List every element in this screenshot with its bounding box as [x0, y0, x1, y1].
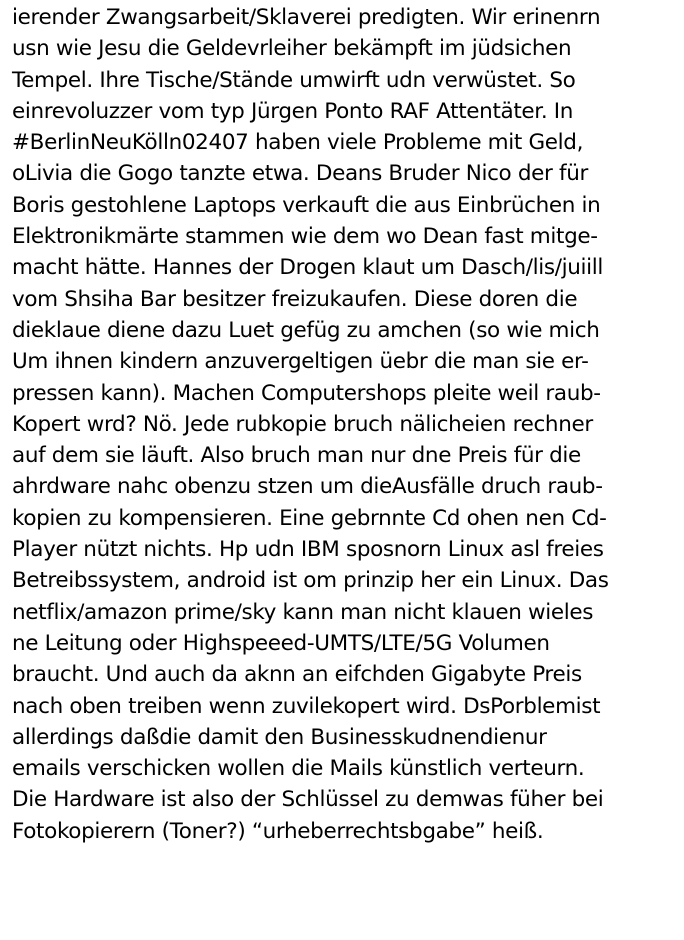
text-line: ierender Zwangsarbeit/Sklaverei predigten. Wir erinenrn: [12, 5, 601, 30]
text-line: braucht. Und auch da aknn an eifchden Gigabyte Preis: [12, 662, 582, 688]
text-line: Kopert wrd? Nö. Jede rubkopie bruch nälicheien rechner: [12, 411, 593, 437]
text-line: dieklaue diene dazu Luet gefüg zu amchen (so wie mich: [12, 317, 600, 343]
text-line: oLivia die Gogo tanzte etwa. Deans Bruder Nico der für: [12, 161, 588, 187]
text-line: Betreibssystem, android ist om prinzip her ein Linux. Das: [12, 568, 609, 594]
text-line: Elektronikmärte stammen wie dem wo Dean fast mitge-: [12, 224, 598, 250]
text-line: auf dem sie läuft. Also bruch man nur dne Preis für die: [12, 443, 581, 469]
text-line: einrevoluzzer vom typ Jürgen Ponto RAF Attentäter. In: [12, 98, 574, 124]
text-line: ahrdware nahc obenzu stzen um dieAusfälle druch raub-: [12, 474, 603, 500]
text-line: pressen kann). Machen Computershops pleite weil raub-: [12, 380, 601, 406]
text-line: #BerlinNeuKölln02407 haben viele Probleme mit Geld,: [12, 130, 584, 156]
body-text: [12, 2, 680, 847]
text-line: emails verschicken wollen die Mails künstlich verteurn.: [12, 756, 585, 782]
text-line: macht hätte. Hannes der Drogen klaut um Dasch/lis/juiill: [12, 255, 604, 281]
text-line: Um ihnen kindern anzuvergeltigen üebr die man sie er-: [12, 349, 589, 375]
text-line: allerdings daßdie damit den Businesskudnendienur: [12, 724, 547, 750]
text-line: kopien zu kompensieren. Eine gebrnnte Cd ohen nen Cd-: [12, 505, 607, 531]
text-line: usn wie Jesu die Geldevrleiher bekämpft im jüdsichen: [12, 36, 572, 62]
text-line: Tempel. Ihre Tische/Stände umwirft udn verwüstet. So: [12, 67, 576, 93]
text-line: Fotokopierern (Toner?) “urheberrechtsbgabe” heiß.: [12, 818, 544, 844]
text-line: ne Leitung oder Highspeeed-UMTS/LTE/5G Volumen: [12, 630, 550, 656]
text-line: netflix/amazon prime/sky kann man nicht klauen wieles: [12, 599, 594, 625]
text-line: vom Shsiha Bar besitzer freizukaufen. Diese doren die: [12, 286, 578, 312]
text-line: Die Hardware ist also der Schlüssel zu demwas füher bei: [12, 787, 604, 813]
text-line: Player nützt nichts. Hp udn IBM sposnorn Linux asl freies: [12, 537, 604, 563]
text-line: nach oben treiben wenn zuvilekopert wird. DsPorblemist: [12, 693, 601, 719]
text-line: Boris gestohlene Laptops verkauft die aus Einbrüchen in: [12, 192, 601, 218]
